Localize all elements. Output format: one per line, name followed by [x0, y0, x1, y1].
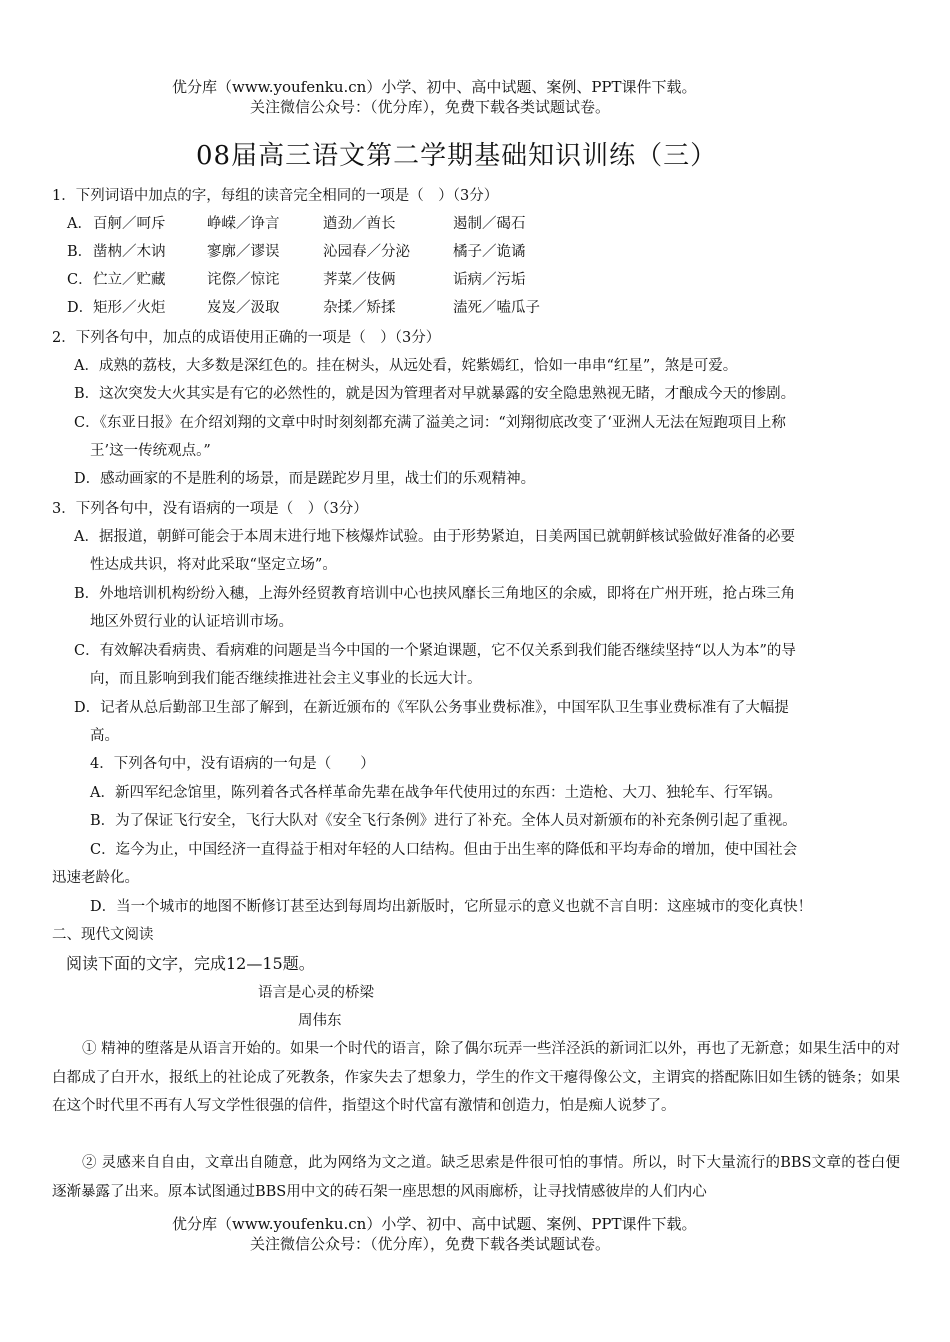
option-label: C． — [67, 272, 93, 288]
article-title: 语言是心灵的桥梁 — [258, 985, 374, 1001]
word-group: 百舸／呵斥 — [93, 216, 166, 232]
q3-option-a-line1: A．据报道，朝鲜可能会于本周末进行地下核爆炸试验。由于形势紧迫，日美两国已就朝鲜核试验做好准备的必要 — [74, 529, 795, 545]
q2-stem: 2．下列各句中，加点的成语使用正确的一项是（ ）（3分） — [52, 330, 441, 346]
word-group: 遒劲／酋长 — [323, 216, 396, 232]
word-group: 矩形／火炬 — [93, 300, 166, 316]
q4-option-a: A．新四军纪念馆里，陈列着各式各样革命先辈在战争年代使用过的东西：土造枪、大刀、独轮车、行军锅。 — [90, 785, 782, 801]
q3-option-c-line2: 向，而且影响到我们能否继续推进社会主义事业的长远大计。 — [90, 671, 482, 687]
word-group: 遏制／碣石 — [453, 216, 526, 232]
page-title: 08届高三语文第二学期基础知识训练（三） — [196, 141, 718, 171]
q2-option-c-line2: 王’这一传统观点。” — [90, 443, 211, 459]
q3-option-b-line2: 地区外贸行业的认证培训市场。 — [90, 614, 293, 630]
word-group: 橘子／诡谲 — [453, 244, 526, 260]
q3-option-a-line2: 性达成共识，将对此采取“坚定立场”。 — [90, 557, 337, 573]
q4-stem: 4．下列各句中，没有语病的一句是（ ） — [90, 756, 375, 772]
word-group: 溘死／嗑瓜子 — [453, 300, 540, 316]
word-group: 寥廓／谬误 — [207, 244, 280, 260]
footer-line-2: 关注微信公众号：（优分库），免费下载各类试题试卷。 — [250, 1235, 611, 1253]
q2-option-b: B．这次突发大火其实是有它的必然性的，就是因为管理者对早就暴露的安全隐患熟视无睹，才酿成今天的惨剧。 — [74, 386, 796, 402]
q3-option-d-line2: 高。 — [90, 728, 119, 744]
q3-stem: 3．下列各句中，没有语病的一项是（ ）（3分） — [52, 501, 368, 517]
option-label: B． — [67, 244, 93, 260]
q2-option-d: D．感动画家的不是胜利的场景，而是蹉跎岁月里，战士们的乐观精神。 — [74, 471, 536, 487]
option-label: D． — [67, 300, 94, 316]
article-paragraph-1: ① 精神的堕落是从语言开始的。如果一个时代的语言，除了偶尔玩弄一些洋泾浜的新词汇以外，再也了无新意；如果生活中的对白都成了白开水，报纸上的社论成了死教条，作家失去了想象力，学生的作文干瘪得像公文，主谓宾的搭配陈旧如生锈的链条；如果在这个时代里不再有人写文学性很强的信件，指望这个时代富有激情和创造力，怕是痴人说梦了。 — [52, 1041, 900, 1114]
q2-option-a: A．成熟的荔枝，大多数是深红色的。挂在树头，从远处看，姹紫嫣红，恰如一串串“红星”，煞是可爱。 — [74, 358, 738, 374]
section-heading: 二、现代文阅读 — [52, 927, 154, 943]
q3-option-d-line1: D．记者从总后勤部卫生部了解到，在新近颁布的《军队公务事业费标准》，中国军队卫生事业费标准有了大幅提 — [74, 700, 789, 716]
word-group: 诟病／污垢 — [453, 272, 526, 288]
q4-option-b: B．为了保证飞行安全，飞行大队对《安全飞行条例》进行了补充。全体人员对新颁布的补充条例引起了重视。 — [90, 813, 797, 829]
q3-option-b-line1: B．外地培训机构纷纷入穗，上海外经贸教育培训中心也挟风靡长三角地区的余威，即将在广州开班，抢占珠三角 — [74, 586, 796, 602]
header-line-2: 关注微信公众号：（优分库），免费下载各类试题试卷。 — [250, 98, 611, 116]
q1-stem: 1．下列词语中加点的字，每组的读音完全相同的一项是（ ）（3分） — [52, 188, 499, 204]
option-label: A． — [67, 216, 92, 232]
word-group: 岌岌／汲取 — [207, 300, 280, 316]
q4-option-d: D．当一个城市的地图不断修订甚至达到每周均出新版时，它所显示的意义也就不言自明：这座城市的变化真快！ — [90, 899, 813, 915]
article-paragraph-2: ② 灵感来自自由，文章出自随意，此为网络为文之道。缺乏思索是件很可怕的事情。所以，时下大量流行的BBS文章的苍白便逐渐暴露了出来。原本试图通过BBS用中文的砖石架一座思想的风雨廊桥，让寻找情感彼岸的人们内心 — [52, 1155, 900, 1200]
reading-instruction: 阅读下面的文字，完成12—15题。 — [66, 954, 315, 973]
word-group: 凿枘／木讷 — [93, 244, 166, 260]
article-author: 周伟东 — [298, 1013, 342, 1029]
word-group: 荠菜／伎俩 — [323, 272, 396, 288]
word-group: 沁园春／分泌 — [323, 244, 410, 260]
word-group: 峥嵘／诤言 — [207, 216, 280, 232]
word-group: 伫立／贮藏 — [93, 272, 166, 288]
q4-option-c-line2: 迅速老龄化。 — [52, 870, 139, 886]
q3-option-c-line1: C．有效解决看病贵、看病难的问题是当今中国的一个紧迫课题，它不仅关系到我们能否继续坚持“以人为本”的导 — [74, 643, 796, 659]
footer-line-1: 优分库（www.youfenku.cn）小学、初中、高中试题、案例、PPT课件下载。 — [172, 1215, 697, 1233]
word-group: 杂揉／矫揉 — [323, 300, 396, 316]
header-line-1: 优分库（www.youfenku.cn）小学、初中、高中试题、案例、PPT课件下载。 — [172, 78, 697, 96]
word-group: 诧傺／惊诧 — [207, 272, 280, 288]
q2-option-c-line1: C．《东亚日报》在介绍刘翔的文章中时时刻刻都充满了溢美之词：“刘翔彻底改变了‘亚洲人无法在短跑项目上称 — [74, 415, 786, 431]
q4-option-c-line1: C．迄今为止，中国经济一直得益于相对年轻的人口结构。但由于出生率的降低和平均寿命的增加，使中国社会 — [90, 842, 798, 858]
